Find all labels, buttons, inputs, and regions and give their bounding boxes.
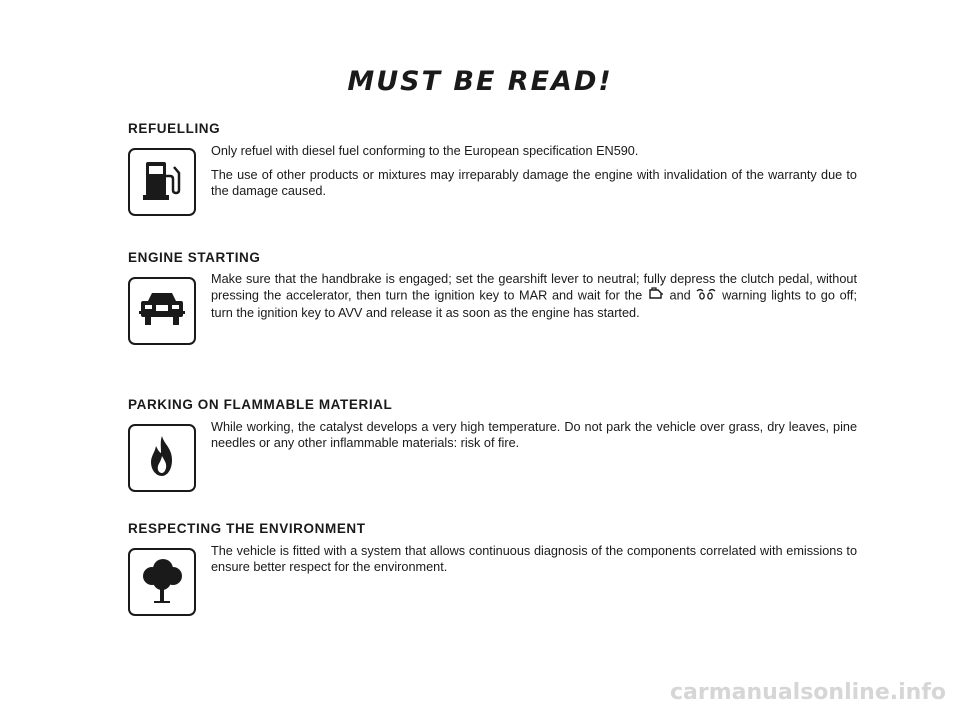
paragraph-part: Make sure that the handbrake is engaged; set the gearshift lever to neutral; fully depress the clutch pedal, without pressing the accelerator, then turn the ignition key to MAR and wait for the [211, 272, 857, 303]
engine-warning-icon [647, 287, 665, 305]
flame-icon [128, 424, 196, 492]
paragraph-part: warning lights to go off; turn the ignition key to AVV and release it as soon as the engine has started. [211, 288, 857, 320]
section-body-parking [211, 419, 857, 459]
section-body-refuelling [211, 143, 857, 207]
tree-icon [128, 548, 196, 616]
fuel-pump-icon [128, 148, 196, 216]
paragraph-part: and [669, 288, 691, 303]
paragraph: The vehicle is fitted with a system that allows continuous diagnosis of the components correlated with emissions to ensure better respect for the environment. [211, 544, 857, 574]
section-heading-parking: PARKING ON FLAMMABLE MATERIAL [128, 397, 393, 412]
section-body-engine-starting [211, 271, 857, 329]
section-body-environment [211, 543, 857, 583]
car-front-icon [128, 277, 196, 345]
watermark: carmanualsonline.info [670, 680, 946, 705]
section-heading-engine-starting: ENGINE STARTING [128, 250, 261, 265]
glow-plug-icon [695, 287, 717, 305]
section-heading-refuelling: REFUELLING [128, 121, 221, 136]
paragraph: While working, the catalyst develops a very high temperature. Do not park the vehicle over grass, dry leaves, pine needles or any other inflammable materials: risk of fire. [211, 420, 857, 450]
section-heading-environment: RESPECTING THE ENVIRONMENT [128, 521, 366, 536]
page-title: MUST BE READ! [347, 66, 613, 97]
paragraph: Only refuel with diesel fuel conforming to the European specification EN590. [211, 144, 639, 158]
paragraph: The use of other products or mixtures may irreparably damage the engine with invalidation of the warranty due to the damage caused. [211, 168, 857, 198]
